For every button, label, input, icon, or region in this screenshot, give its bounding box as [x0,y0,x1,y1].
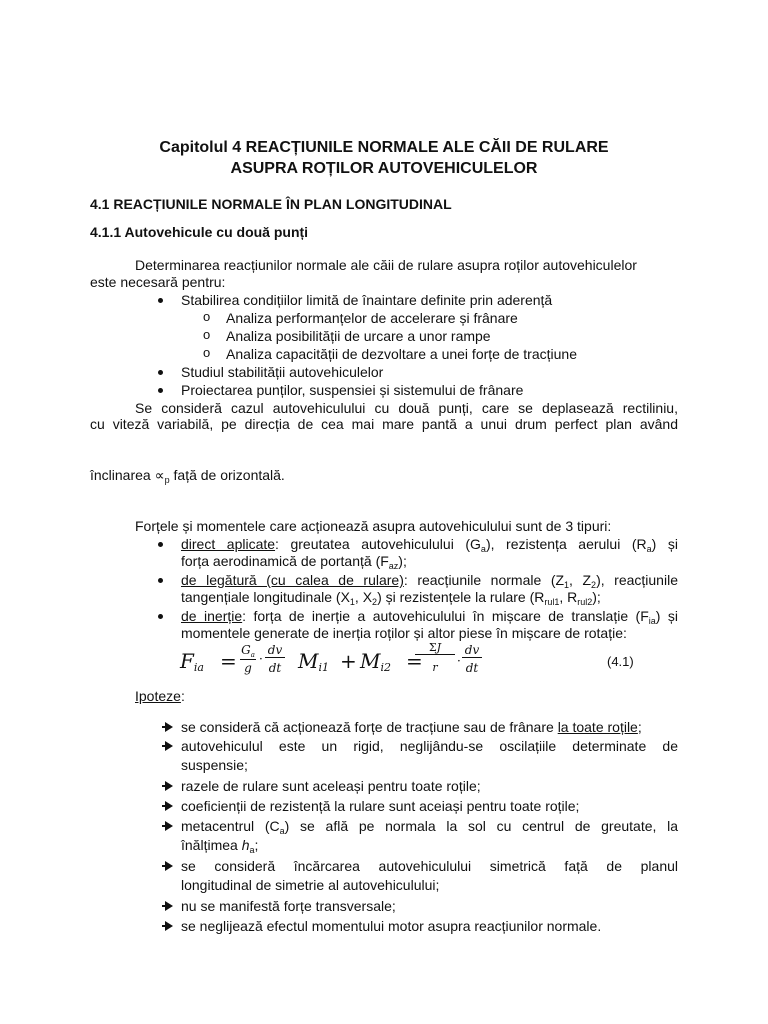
circle-bullet: o [203,309,211,324]
bullet-dot [158,298,163,303]
sub-use-item-2: Analiza posibilității de urcare a unor rampe [226,328,491,344]
equation-4-1: $F_{ia}$ = $G_a$ g · dv dt $M_{i1}$ + $M_{i2}$ = [180,643,423,675]
sub-use-item-3: Analiza capacității de dezvoltare a unei forțe de tracțiune [226,346,577,362]
equation-sum-numerator: ΣJ [415,641,455,655]
hypotheses-title: Ipoteze: [135,688,185,704]
document-page: Capitolul 4 REACȚIUNILE NORMALE ALE CĂII DE RULARE ASUPRA ROȚILOR AUTOVEHICULELOR 4.1 REACȚIUNILE NORMALE ÎN PLAN LONGITUDINAL 4.1.1 Autovehicule cu două punți Determinarea reacțiunilor normale ale căii de rulare asupra roților autovehiculelor este necesară pentru: Stabilirea condițiilor limită de înaintare definite prin aderență o Analiza performanțelor de accelerare și frânare o Analiza posibilității de urcare a unor rampe o Analiza capacității de dezvoltare a unei forțe de tracțiune Studiul stabilității autovehiculelor Proiectarea punților, suspensiei și sistemului de frânare Se consideră cazul autovehiculului cu două punți, care se deplasează rectiliniu, cu viteză variabilă, pe direcția de cea mai mare pantă a unui drum perfect plan având înclinarea $\propto_p$ față de orizontală. Forțele și momentele care acționează asupra autovehiculului sunt de 3 tipuri: direct aplicate: greutatea autovehiculului $(G_a)$, rezistența aerului $(R_a)$ și forța aerodinamică de portanță $(F_{az})$; de legătură (cu calea de rulare): reacțiunile normale ($Z_1$, $Z_2$), reacțiunile tangențiale longitudinale ($X_1$, $X_2$) și rezistențele la rulare ($R_{rul1}$, $R_{rul2}$); de inerție: forța de inerție a autovehiculului în mișcare de translație $(F_{ia})$ și momentele generate de inerția roților și altor piese în mișcare de rotație: $F_{ia}$ = $G_a$ g · dv dt $M_{i1}$ + $M_{i2}$ = ΣJ r · dv dt (4.1) Ipoteze: se consideră că acționează forțe de tracțiune sau de frânare la toate roțile; autovehiculul este un rigid, neglijându-se oscilațiile determinate de suspensie; razele de rulare sunt aceleași pentru toate roțile; coeficienții de rezistență la rulare sunt aceiași pentru toate roțile; metacentrul $(C_a)$ se află pe normala la sol cu centrul de greutate, la înălțimea $h_a$; se consideră încărcarea autovehiculului simetrică față de planul longitudinal de simetrie al autovehiculului; nu se manifestă forțe transversale; se neglijează efectul momentului motor asupra reacțiunilor normale. [0,0,768,1024]
bullet-dot [158,542,163,547]
chapter-title-line1: Capitolul 4 REACȚIUNILE NORMALE ALE CĂII DE RULARE [159,139,609,156]
case-line1: Se consideră cazul autovehiculului cu două punți, care se deplasează rectiliniu, [135,400,678,416]
equation-number: (4.1) [607,654,634,669]
arrow-bullet [165,741,173,751]
force-item-1-line2: forța aerodinamică de portanță $(F_{az})$; [181,553,407,571]
force-item-1-line1: direct aplicate: greutatea autovehiculului $(G_a)$, rezistența aerului $(R_a)$ și [181,536,678,554]
hypothesis-8: se neglijează efectul momentului motor asupra reacțiunilor normale. [181,918,602,934]
arrow-bullet [165,921,173,931]
circle-bullet: o [203,345,211,360]
arrow-bullet [165,722,173,732]
chapter-title-line2: ASUPRA ROȚILOR AUTOVEHICULELOR [230,160,538,177]
case-line3: înclinarea $\propto_p$ față de orizontală. [90,467,285,485]
arrow-bullet [165,901,173,911]
hypothesis-6-line2: longitudinal de simetrie al autovehiculului; [181,877,440,893]
use-item-3: Proiectarea punților, suspensiei și sistemului de frânare [181,382,524,398]
hypothesis-3: razele de rulare sunt aceleași pentru toate roțile; [181,778,481,794]
bullet-dot [158,388,163,393]
hypothesis-1: se consideră că acționează forțe de tracțiune sau de frânare la toate roțile; [181,719,642,735]
bullet-dot [158,370,163,375]
subsection-heading: 4.1.1 Autovehicule cu două punți [90,224,309,240]
circle-bullet: o [203,327,211,342]
hypothesis-5-line1: metacentrul $(C_a)$ se află pe normala la sol cu centrul de greutate, la [181,818,678,836]
hypothesis-2-line1: autovehiculul este un rigid, neglijându-se oscilațiile determinate de [181,738,678,754]
equation-dt: dt [465,661,479,675]
hypothesis-6-line1: se consideră încărcarea autovehiculului simetrică față de planul [181,858,678,874]
intro-line1: Determinarea reacțiunilor normale ale căii de rulare asupra roților autovehiculelor [135,257,637,273]
sub-use-item-1: Analiza performanțelor de accelerare și frânare [226,310,518,326]
bullet-dot [158,578,163,583]
alpha-symbol: ∝ [154,467,165,483]
equation-sum-denominator: r [432,661,438,674]
forces-intro: Forțele și momentele care acționează asupra autovehiculului sunt de 3 tipuri: [135,518,612,534]
force-item-2-line1: de legătură (cu calea de rulare): reacțiunile normale ($Z_1$, $Z_2$), reacțiunile [181,572,678,590]
case-line2: cu viteză variabilă, pe direcția de cea mai mare pantă a unui drum perfect plan având [90,416,678,432]
section-heading: 4.1 REACȚIUNILE NORMALE ÎN PLAN LONGITUDINAL [90,196,452,212]
use-item-2: Studiul stabilității autovehiculelor [181,364,384,380]
hypothesis-4: coeficienții de rezistență la rulare sunt aceiași pentru toate roțile; [181,798,580,814]
arrow-bullet [165,801,173,811]
arrow-bullet [165,821,173,831]
use-item-1: Stabilirea condițiilor limită de înaintare definite prin aderență [181,292,553,308]
hypothesis-7: nu se manifestă forțe transversale; [181,898,396,914]
equation-dv: dv [462,643,482,658]
arrow-bullet [165,861,173,871]
hypothesis-2-line2: suspensie; [181,757,248,773]
intro-line2: este necesară pentru: [90,274,226,290]
bullet-dot [158,614,163,619]
arrow-bullet [165,781,173,791]
force-item-3-line2: momentele generate de inerția roților și altor piese în mișcare de rotație: [181,625,627,641]
force-item-2-line2: tangențiale longitudinale ($X_1$, $X_2$) și rezistențele la rulare ($R_{rul1}$, $R_{rul2}$); [181,589,601,607]
hypothesis-5-line2: înălțimea $h_a$; [181,837,259,855]
force-item-3-line1: de inerție: forța de inerție a autovehiculului în mișcare de translație $(F_{ia})$ și [181,608,679,626]
